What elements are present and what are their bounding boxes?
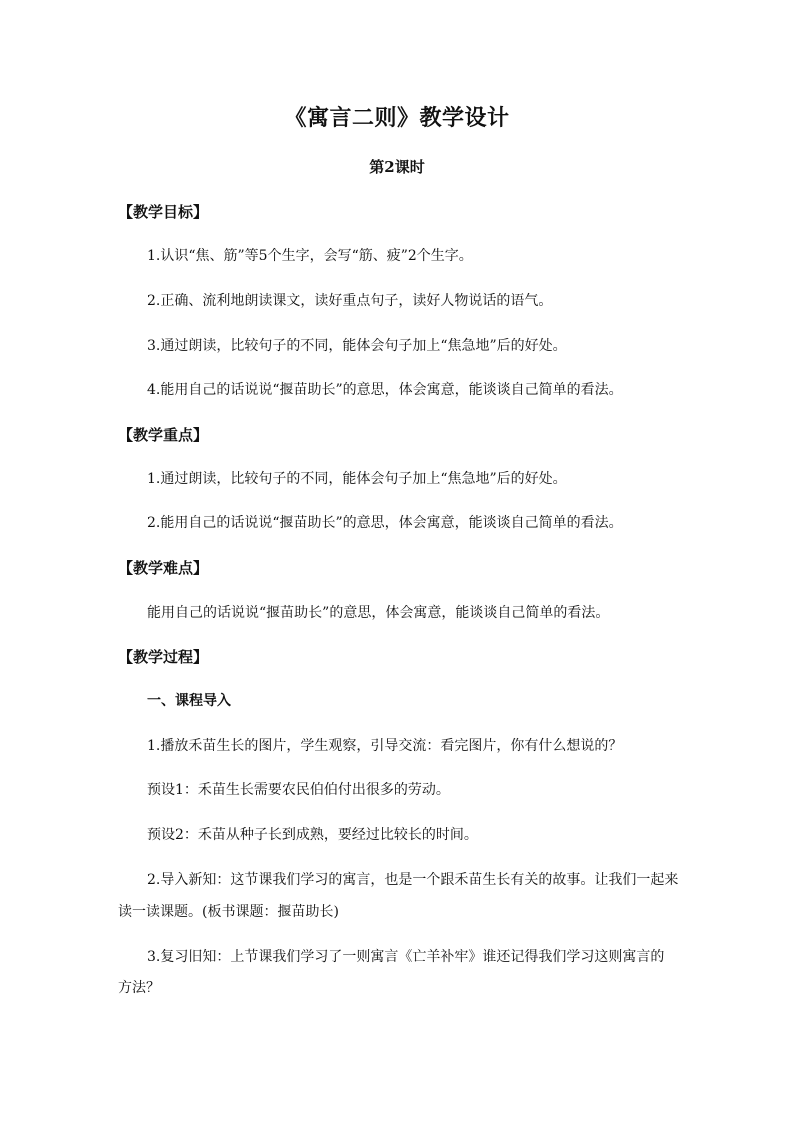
lesson-number: 第2课时	[369, 158, 425, 176]
process-item: 预设2：禾苗从种子长到成熟，要经过比较长的时间。	[147, 827, 478, 843]
objective-item: 4.能用自己的话说说“揠苗助长”的意思，体会寓意，能谈谈自己简单的看法。	[147, 382, 623, 398]
section-heading-process: 【教学过程】	[118, 648, 209, 666]
difficulty-item: 能用自己的话说说“揠苗助长”的意思，体会寓意，能谈谈自己简单的看法。	[147, 605, 610, 621]
key-point-item: 1.通过朗读，比较句子的不同，能体会句子加上“焦急地”后的好处。	[147, 471, 567, 487]
objective-item: 1.认识“焦、筋”等5个生字，会写“筋、疲”2个生字。	[147, 248, 473, 264]
process-item-line: 读一读课题。(板书课题：揠苗助长)	[118, 904, 339, 920]
process-subheading: 一、课程导入	[147, 693, 231, 709]
section-heading-difficulties: 【教学难点】	[118, 559, 209, 577]
key-point-item: 2.能用自己的话说说“揠苗助长”的意思，体会寓意，能谈谈自己简单的看法。	[147, 515, 623, 531]
section-heading-key-points: 【教学重点】	[118, 426, 209, 444]
process-item-line: 2.导入新知：这节课我们学习的寓言，也是一个跟禾苗生长有关的故事。让我们一起来	[147, 872, 679, 888]
process-item: 预设1：禾苗生长需要农民伯伯付出很多的劳动。	[147, 782, 450, 798]
document-title: 《寓言二则》教学设计	[284, 105, 510, 131]
process-item-line: 方法？	[118, 980, 160, 996]
process-item-line: 3.复习旧知：上节课我们学习了一则寓言《亡羊补牢》谁还记得我们学习这则寓言的	[147, 949, 665, 965]
objective-item: 3.通过朗读，比较句子的不同，能体会句子加上“焦急地”后的好处。	[147, 338, 567, 354]
process-item: 1.播放禾苗生长的图片，学生观察，引导交流：看完图片，你有什么想说的？	[147, 738, 623, 754]
section-heading-objectives: 【教学目标】	[118, 203, 209, 221]
objective-item: 2.正确、流利地朗读课文，读好重点句子，读好人物说话的语气。	[147, 293, 553, 309]
